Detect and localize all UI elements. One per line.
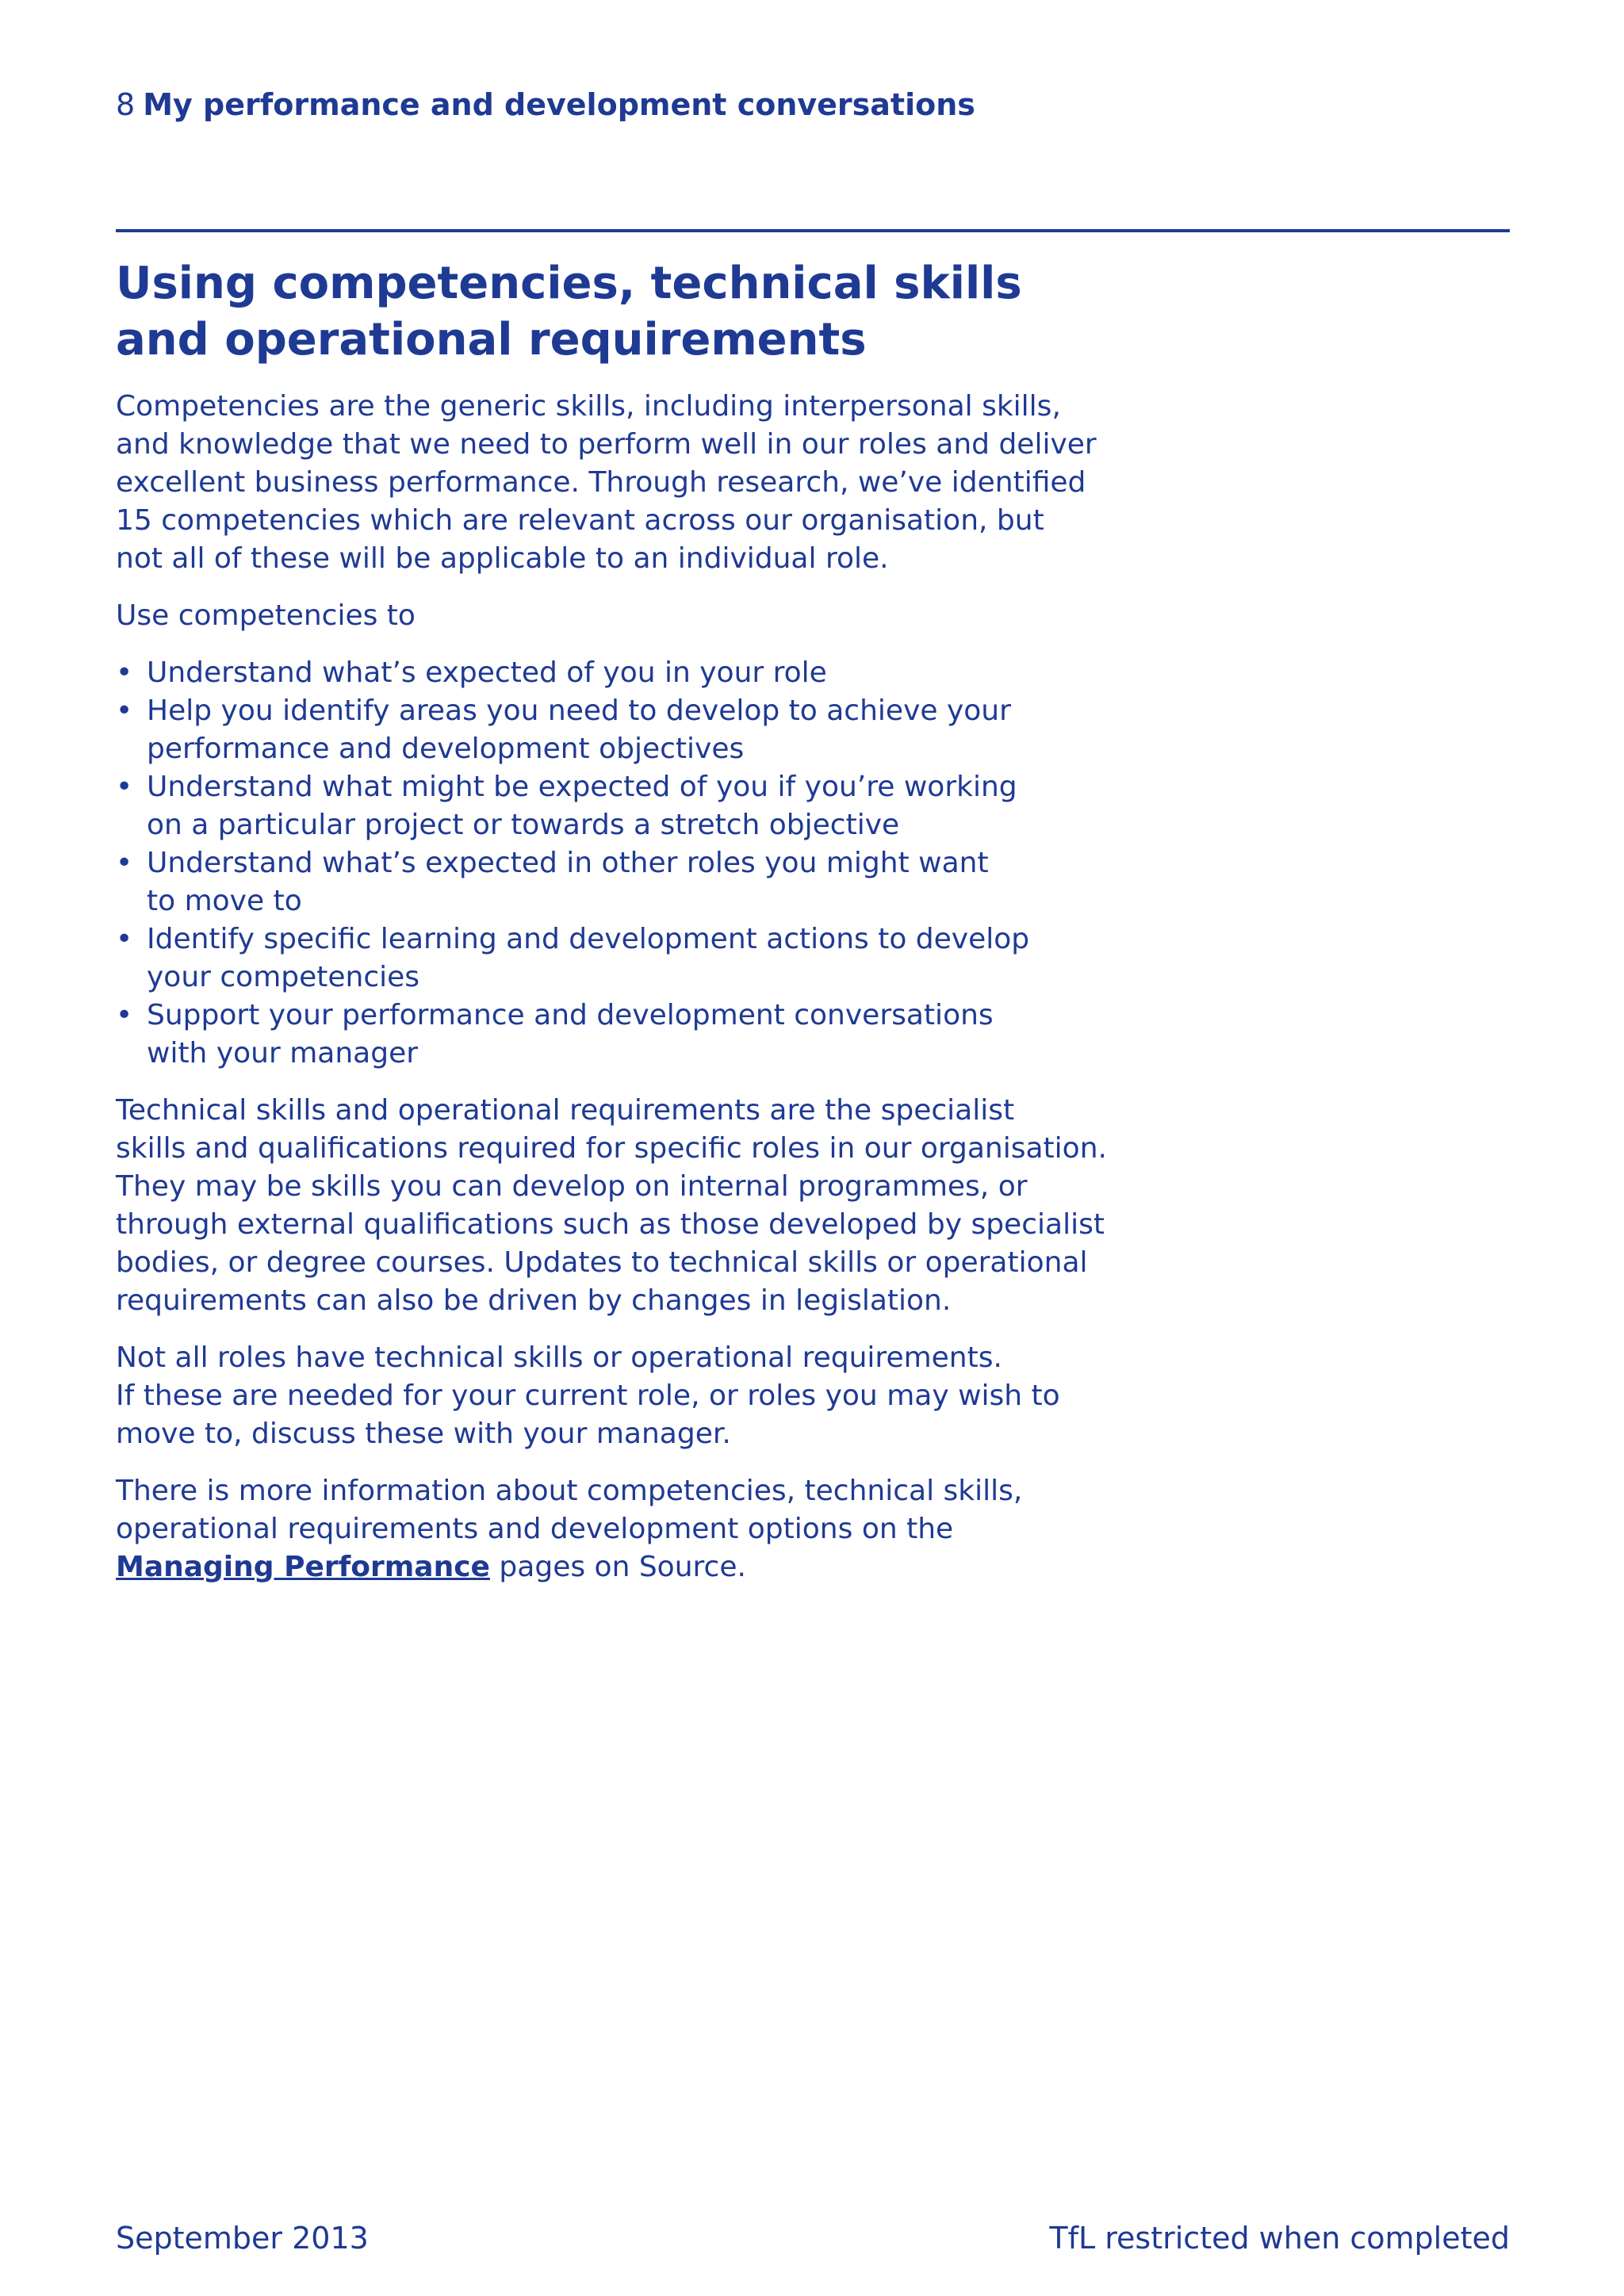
list-item-line: Identify specific learning and development actions to develop [147,923,1030,955]
page-number: 8 [116,87,136,122]
section-title [116,255,1067,368]
intro-paragraph [116,388,1097,578]
technical-line: bodies, or degree courses. Updates to technical skills or operational [116,1246,1088,1279]
more-info-line: operational requirements and development options on the [116,1513,954,1545]
not-all-line: move to, discuss these with your manager. [116,1418,731,1450]
list-item [116,654,1067,692]
link-suffix-text: pages on Source. [489,1551,746,1583]
bullet-icon: • [116,923,133,955]
intro-line: excellent business performance. Through research, we’ve identified [116,466,1086,499]
not-all-line: Not all roles have technical skills or operational requirements. [116,1341,1002,1374]
bullet-icon: • [116,847,133,879]
intro-line: and knowledge that we need to perform well in our roles and deliver [116,428,1097,461]
list-item [116,997,1067,1073]
list-item-line: Understand what’s expected in other roles you might want [147,847,989,879]
technical-line: They may be skills you can develop on internal programmes, or [116,1170,1028,1203]
list-item [116,692,1067,768]
section-title-line: Using competencies, technical skills [116,258,1022,309]
list-item [116,844,1067,920]
technical-line: through external qualifications such as those developed by specialist [116,1208,1105,1241]
intro-line: Competencies are the generic skills, including interpersonal skills, [116,390,1061,423]
list-item-line: on a particular project or towards a stretch objective [147,809,900,841]
intro-line: 15 competencies which are relevant across our organisation, but [116,504,1044,537]
section-body [116,388,1107,1586]
bullet-icon: • [116,771,133,803]
intro-line: not all of these will be applicable to an individual role. [116,542,889,575]
section-title-line: and operational requirements [116,314,867,365]
list-item-line: Support your performance and development conversations [147,999,994,1031]
competency-uses-list [116,654,1067,1073]
technical-line: Technical skills and operational requirements are the specialist [116,1094,1015,1127]
not-all-roles-paragraph [116,1339,1067,1453]
footer-classification: TfL restricted when completed [1049,2221,1510,2256]
use-competencies-lead: Use competencies to [116,599,416,632]
list-item [116,768,1067,844]
bullet-icon: • [116,999,133,1031]
list-item-line: your competencies [147,961,420,993]
managing-performance-link[interactable]: Managing Performance [116,1551,490,1583]
list-item [116,920,1067,997]
not-all-line: If these are needed for your current role, or roles you may wish to [116,1380,1060,1412]
list-item-line: with your manager [147,1037,419,1070]
technical-skills-paragraph [116,1092,1107,1320]
bullet-icon: • [116,695,133,727]
more-info-paragraph [116,1472,1067,1586]
list-item-line: Understand what might be expected of you if you’re working [147,771,1017,803]
list-item-line: Understand what’s expected of you in your role [147,656,827,689]
technical-line: skills and qualifications required for specific roles in our organisation. [116,1132,1107,1165]
bullet-icon: • [116,656,133,689]
more-info-line: There is more information about competencies, technical skills, [116,1475,1023,1507]
header-title: My performance and development conversations [143,87,975,122]
more-info-last-line [116,1548,1067,1586]
page-header [116,82,975,127]
header-divider [116,229,1510,232]
technical-line: requirements can also be driven by changes in legislation. [116,1284,952,1317]
list-item-line: performance and development objectives [147,733,745,765]
list-item-line: to move to [147,885,302,917]
list-item-line: Help you identify areas you need to develop to achieve your [147,695,1011,727]
footer-date: September 2013 [116,2221,369,2256]
